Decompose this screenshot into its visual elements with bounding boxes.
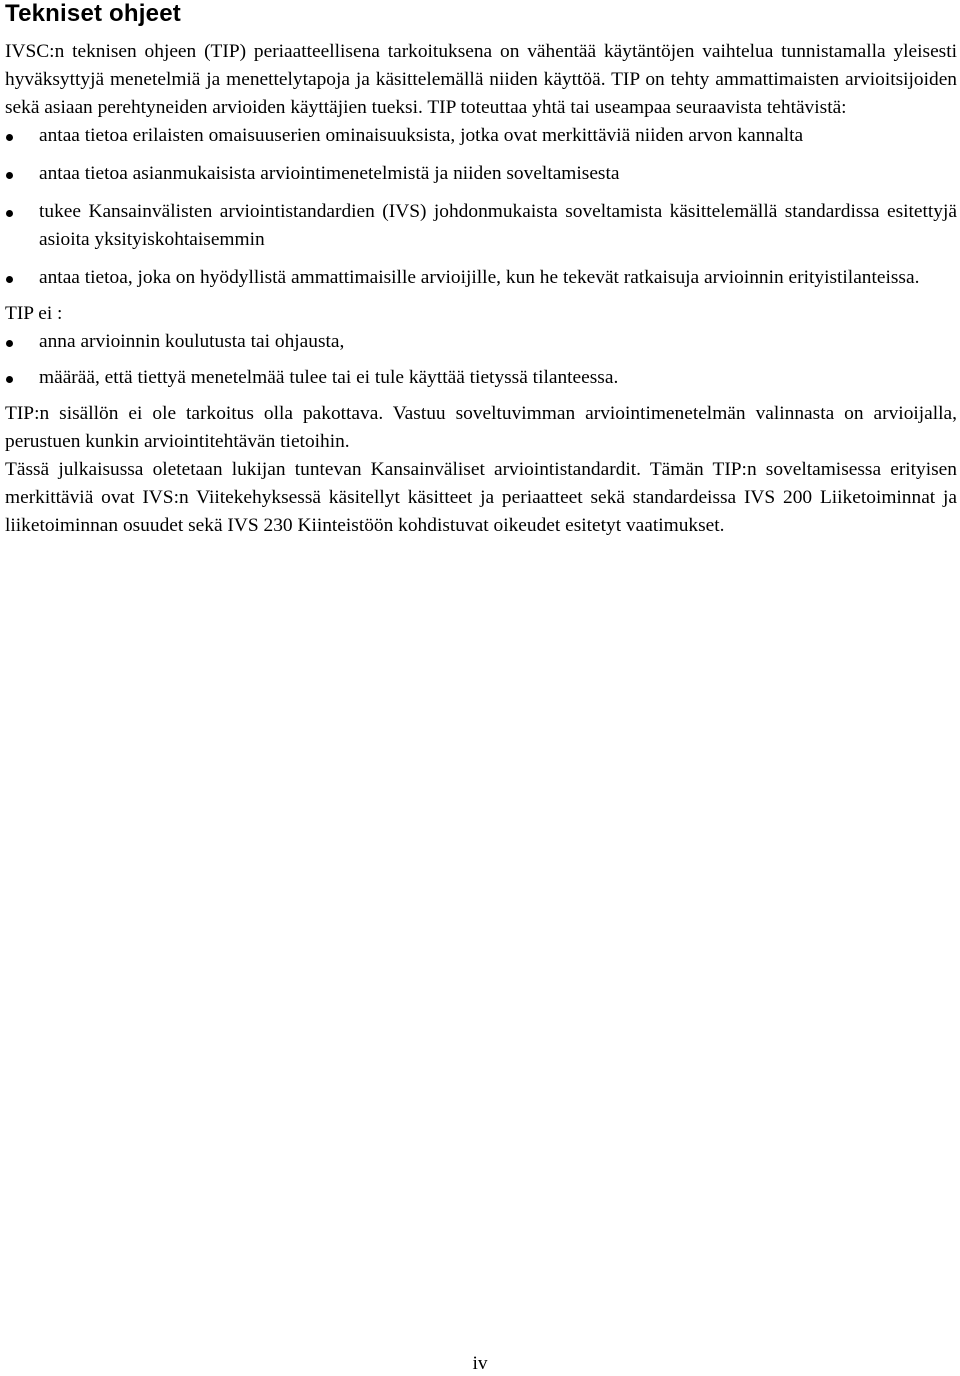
tip-ei-list — [5, 328, 957, 392]
list-item-text: määrää, että tiettyä menetelmää tulee tai ei tule käyttää tietyssä tilanteessa. — [39, 367, 619, 388]
task-list — [5, 122, 957, 292]
list-item-text: antaa tietoa asianmukaisista arviointimenetelmistä ja niiden soveltamisesta — [39, 163, 620, 184]
bullet-icon — [6, 376, 13, 383]
intro-paragraph: IVSC:n teknisen ohjeen (TIP) periaatteellisena tarkoituksena on vähentää käytäntöjen vaihtelua tunnistamalla yleisesti hyväksyttyjä menetelmiä ja menettelytapoja ja käsittelemällä niiden käyttöä. TIP on tehty ammattimaisten arvioitsijoiden sekä asiaan perehtyneiden arvioiden käyttäjien tueksi. TIP toteuttaa yhtä tai useampaa seuraavista tehtävistä: — [5, 41, 957, 118]
bullet-icon — [6, 210, 13, 217]
document-page — [5, 0, 957, 540]
bullet-icon — [6, 172, 13, 179]
bullet-icon — [6, 276, 13, 283]
list-item — [5, 160, 957, 188]
tip-ei-label: TIP ei : — [5, 303, 63, 324]
bullet-icon — [6, 134, 13, 141]
list-item-text: antaa tietoa erilaisten omaisuuserien ominaisuuksista, jotka ovat merkittäviä niiden arvon kannalta — [39, 125, 804, 146]
non-binding-paragraph: TIP:n sisällön ei ole tarkoitus olla pakottava. Vastuu soveltuvimman arviointimenetelmän valinnasta on arvioijalla, perustuen kunkin arviointitehtävän tietoihin. — [5, 403, 957, 452]
list-item — [5, 264, 957, 292]
list-item — [5, 328, 957, 356]
bullet-icon — [6, 340, 13, 347]
page-number: iv — [472, 1353, 488, 1374]
list-item — [5, 364, 957, 392]
publication-paragraph: Tässä julkaisussa oletetaan lukijan tuntevan Kansainväliset arviointistandardit. Tämän TIP:n soveltamisessa erityisen merkittäviä ovat IVS:n Viitekehyksessä käsitellyt käsitteet ja periaatteet sekä standardeissa IVS 200 Liiketoiminnat ja liiketoiminnan osuudet sekä IVS 230 Kiinteistöön kohdistuvat oikeudet esitetyt vaatimukset. — [5, 459, 957, 536]
list-item-text: antaa tietoa, joka on hyödyllistä ammattimaisille arvioijille, kun he tekevät ratkaisuja arvioinnin erityistilanteissa. — [39, 267, 920, 288]
page-title: Tekniset ohjeet — [5, 0, 181, 27]
list-item-text: anna arvioinnin koulutusta tai ohjausta, — [39, 331, 345, 352]
list-item-text: tukee Kansainvälisten arviointistandardien (IVS) johdonmukaista soveltamista käsittelemällä standardissa esitettyjä asioita yksityiskohtaisemmin — [39, 201, 957, 250]
list-item — [5, 198, 957, 254]
list-item — [5, 122, 957, 150]
